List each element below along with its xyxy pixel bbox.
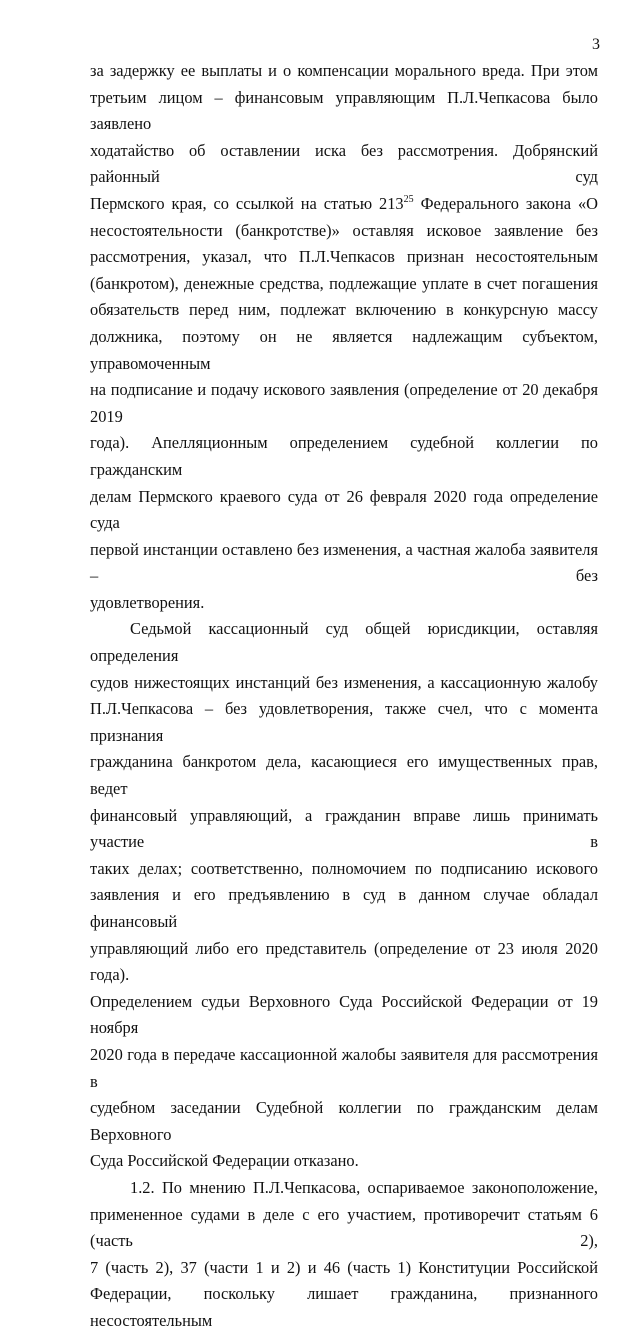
text-line: удовлетворения. [90, 592, 205, 612]
text-line: обязательств перед ним, подлежат включению в конкурсную массу [90, 300, 598, 320]
document-body [90, 58, 598, 1335]
text-line: П.Л.Чепкасова – без удовлетворения, также счел, что с момента признания [90, 699, 598, 745]
text-line: третьим лицом – финансовым управляющим П.Л.Чепкасова было заявлено [90, 87, 598, 134]
text-line: рассмотрения, указал, что П.Л.Чепкасов признан несостоятельным [90, 247, 598, 267]
text-line: делам Пермского краевого суда от 26 февраля 2020 года определение суда [90, 486, 598, 533]
text-segment: Федерального закона «О [413, 193, 598, 213]
text-segment: Пермского края, со ссылкой на статью 213 [90, 193, 404, 213]
text-line: управляющий либо его представитель (определение от 23 июля 2020 года). [90, 938, 598, 985]
text-line: таких делах; соответственно, полномочием по подписанию искового [90, 858, 598, 878]
text-line: несостоятельности (банкротстве)» оставляя исковое заявление без [90, 220, 598, 240]
paragraph-3 [90, 1175, 598, 1335]
text-line: финансовый управляющий, а гражданин вправе лишь принимать участие в [90, 805, 598, 852]
text-line: Седьмой кассационный суд общей юрисдикции, оставляя определения [90, 619, 598, 666]
text-line: года). Апелляционным определением судебной коллегии по гражданским [90, 433, 598, 479]
text-line: судов нижестоящих инстанций без изменения, а кассационную жалобу [90, 672, 598, 692]
text-line: ходатайство об оставлении иска без рассмотрения. Добрянский районный суд [90, 140, 598, 187]
text-line: Федерации, поскольку лишает гражданина, признанного несостоятельным [90, 1284, 598, 1330]
text-line: гражданина банкротом дела, касающиеся его имущественных прав, ведет [90, 752, 598, 799]
text-line: (банкротом), денежные средства, подлежащие уплате в счет погашения [90, 273, 598, 293]
text-line: 1.2. По мнению П.Л.Чепкасова, оспариваемое законоположение, [130, 1177, 598, 1197]
text-line: 7 (часть 2), 37 (части 1 и 2) и 46 (часть 1) Конституции Российской [90, 1257, 598, 1277]
paragraph-1 [90, 58, 598, 616]
text-line: за задержку ее выплаты и о компенсации морального вреда. При этом [90, 61, 598, 80]
text-line: 2020 года в передаче кассационной жалобы заявителя для рассмотрения в [90, 1044, 598, 1091]
article-superscript: 25 [403, 193, 414, 205]
text-line: на подписание и подачу искового заявления (определение от 20 декабря 2019 [90, 380, 598, 426]
text-line: должника, поэтому он не является надлежащим субъектом, управомоченным [90, 326, 598, 373]
text-line: судебном заседании Судебной коллегии по гражданским делам Верховного [90, 1098, 598, 1144]
text-line: Определением судьи Верховного Суда Российской Федерации от 19 ноября [90, 991, 598, 1038]
text-line: первой инстанции оставлено без изменения, а частная жалоба заявителя – без [90, 539, 598, 586]
page-number: 3 [592, 36, 600, 53]
paragraph-2 [90, 616, 598, 1174]
text-line: Суда Российской Федерации отказано. [90, 1151, 359, 1171]
text-line: примененное судами в деле с его участием, противоречит статьям 6 (часть 2), [90, 1204, 598, 1251]
text-line-with-footnote [90, 191, 598, 218]
text-line: заявления и его предъявлению в суд в данном случае обладал финансовый [90, 885, 598, 931]
